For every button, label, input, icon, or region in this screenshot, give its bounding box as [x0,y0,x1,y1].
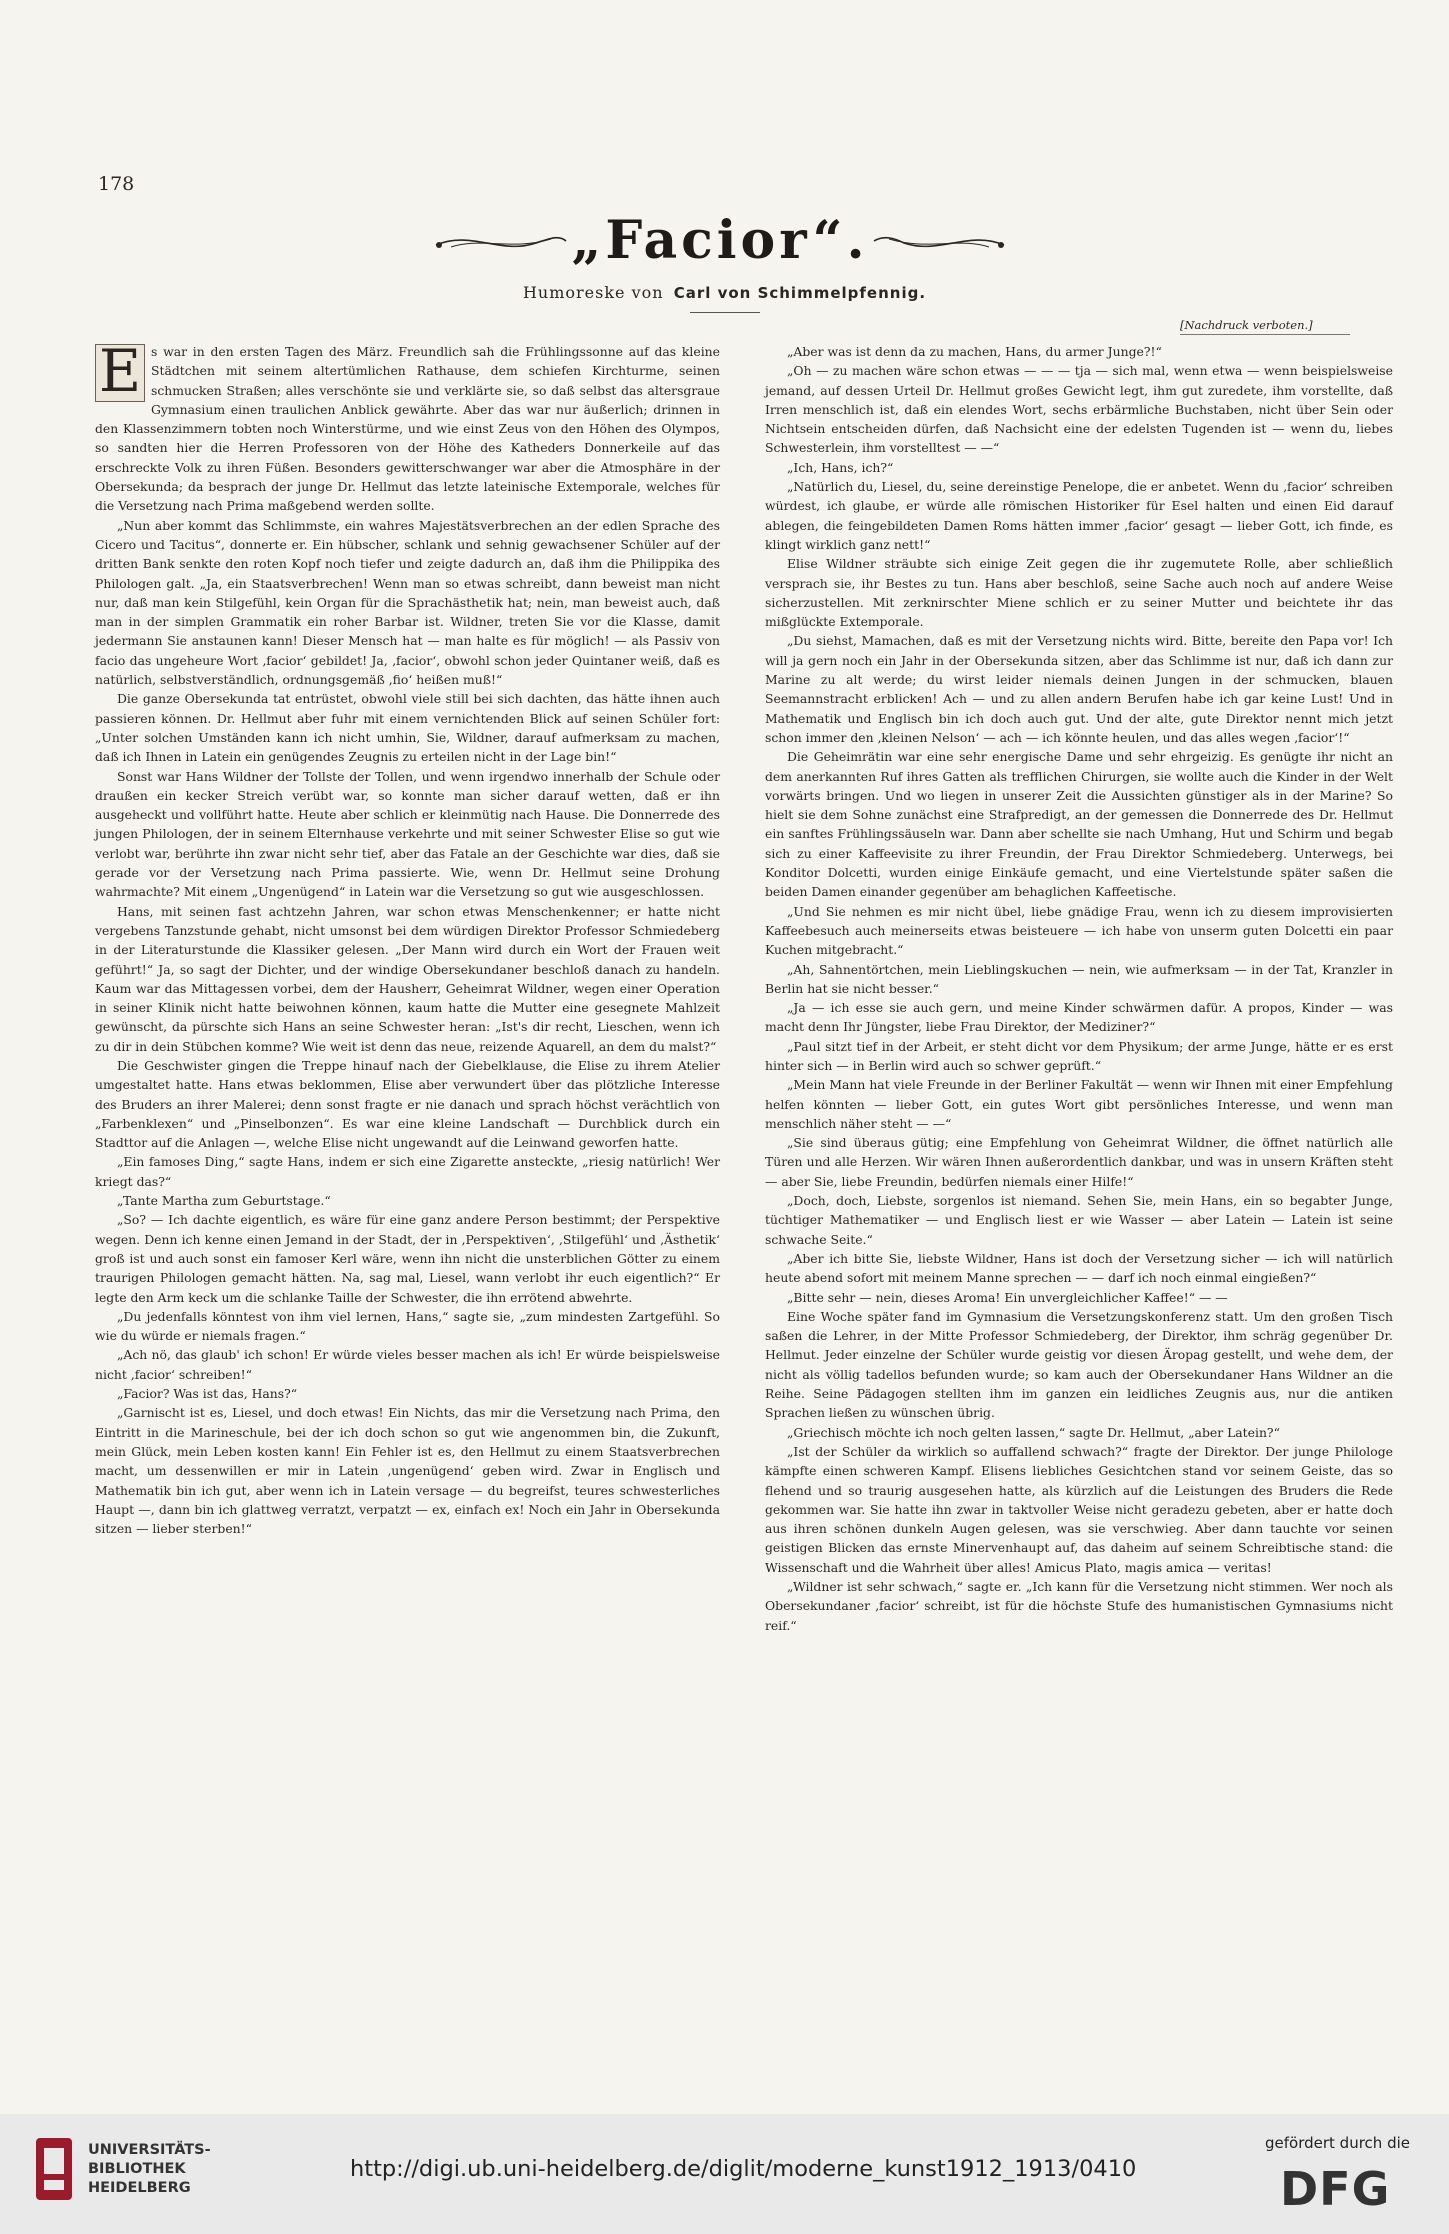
paragraph: „So? — Ich dachte eigentlich, es wäre für eine ganz andere Person bestimmt; der Perspektive wegen. Denn ich kenne einen Jemand in der Stadt, der in ‚Perspektiven‘, ‚Stilgefühl‘ und ‚Ästhetik‘ groß ist und auch sonst ein famoser Kerl wäre, wenn ihn nicht die unsterblichen Götter zu einem traurigen Philologen gemacht hätten. Na, sag mal, Liesel, wann verlobt ihr euch eigentlich?“ Er legte den Arm keck um die schlanke Taille der Schwester, die ihn errötend abwehrte. [95,1212,720,1305]
paragraph: „Ich, Hans, ich?“ [787,459,894,475]
paragraph: Eine Woche später fand im Gymnasium die Versetzungskonferenz statt. Um den großen Tisch saßen die Lehrer, in der Mitte Professor Schmiedeberg, der Direktor, ihm schräg gegenüber Dr. Hellmut. Jeder einzelne der Schüler wurde geistig vor diesen Äropag gestellt, und wehe dem, der nicht als völlig tadellos befunden wurde; so kam auch der Obersekundaner Hans Wildner an die Reihe. Seine Pädagogen stellten ihm im ganzen ein leidliches Zeugnis aus, nur die antiken Sprachen ließen zu wünschen übrig. [765,1308,1393,1421]
dfg-logo: DFG [1280,2162,1391,2216]
page-number: 178 [98,173,135,195]
paragraph: „Aber ich bitte Sie, liebste Wildner, Hans ist doch der Versetzung sicher — ich will natürlich heute abend sofort mit meinem Manne sprechen — — darf ich noch einmal eingießen?“ [765,1250,1393,1286]
paragraph: „Natürlich du, Liesel, du, seine dereinstige Penelope, die er anbetet. Wenn du ‚facior‘ schreiben würdest, ich glaube, er würde alle römischen Historiker für Esel halten und einen Eid darauf ablegen, die feingebildeten Damen Roms hätten immer ‚facior‘ gesagt — lieber Gott, ich finde, es klingt wirklich ganz nett!“ [765,479,1393,552]
paragraph: „Du siehst, Mamachen, daß es mit der Versetzung nichts wird. Bitte, bereite den Papa vor! Ich will ja gern noch ein Jahr in der Obersekunda sitzen, aber das Schlimme ist nur, daß ich dann zur Marine zu alt werde; du wirst leider niemals deinen Jungen in der schmucken, blauen Seemannstracht erblicken! Ach — und zu allen andern Berufen habe ich gar keine Lust! Und in Mathematik und Englisch bin ich doch auch gut. Und der alte, gute Direktor nennt mich jetzt schon immer den ‚kleinen Nelson‘ — ach — ich könnte heulen, und das alles wegen ‚facior‘!“ [765,633,1393,745]
paragraph: „Facior? Was ist das, Hans?“ [117,1386,298,1402]
paragraph: „Tante Martha zum Geburtstage.“ [117,1193,331,1209]
right-flourish-ornament [869,225,1009,255]
paragraph: Sonst war Hans Wildner der Tollste der Tollen, und wenn irgendwo innerhalb der Schule oder draußen ein kecker Streich verübt war, so konnte man sicher darauf wetten, daß er ihn ausgeheckt und vollführt hatte. Heute aber schlich er kleinmütig nach Hause. Die Donnerrede des jungen Philologen, der in seinem Elternhause verkehrte und mit seiner Schwester Elise so gut wie verlobt war, berührte ihn zwar nicht sehr tief, aber das Fatale an der Geschichte war dies, daß sie gerade vor der Versetzung nach Prima passierte. Wie, wenn Dr. Hellmut seine Drohung wahrmachte? Mit einem „Ungenügend“ in Latein war die Versetzung so gut wie ausgeschlossen. [95,768,720,900]
paragraph: „Bitte sehr — nein, dieses Aroma! Ein unvergleichlicher Kaffee!“ — — [787,1289,1228,1305]
paragraph: „Griechisch möchte ich noch gelten lassen,“ sagte Dr. Hellmut, „aber Latein?“ [787,1424,1280,1440]
left-text-column [95,337,720,1538]
paragraph: „Ja — ich esse sie auch gern, und meine Kinder schwärmen dafür. A propos, Kinder — was macht denn Ihr Jüngster, liebe Frau Direktor, der Mediziner?“ [765,1000,1393,1035]
left-flourish-ornament [431,225,571,255]
paragraph: Elise Wildner sträubte sich einige Zeit gegen die ihr zugemutete Rolle, aber schließlich versprach sie, ihr Bestes zu tun. Hans aber beschloß, seine Sache auch noch auf andere Weise sicherzustellen. Mit zerknirschter Miene schlich er zu seiner Mutter und beichtete ihr das mißglückte Extemporale. [765,556,1393,630]
paragraph: „Aber was ist denn da zu machen, Hans, du armer Junge?!“ [787,344,1162,359]
reprint-notice: [Nachdruck verboten.] [1180,318,1313,332]
paragraph: Die Geschwister gingen die Treppe hinauf nach der Giebelklause, die Elise zu ihrem Atelier umgestaltet hatte. Hans etwas beklommen, Elise aber verwundert über das plötzliche Interesse des Bruders an ihrer Malerei; denn sonst fragte er nie danach und sprach höchst verächtlich von „Farbenklexen“ und „Pinselbonzen“. Es war eine kleine Landschaft — Durchblick durch ein Stadttor auf die Anlagen —, welche Elise nicht ungewandt auf die Leinwand geworfen hatte. [95,1057,720,1151]
funded-by-label: gefördert durch die [1265,2134,1410,2152]
byline [0,283,1449,302]
paragraph: „Ach nö, das glaub' ich schon! Er würde vieles besser machen als ich! Er würde beispielsweise nicht ‚facior‘ schreiben!“ [95,1347,720,1382]
author-name: Carl von Schimmelpfennig. [673,284,927,302]
paragraph: „Oh — zu machen wäre schon etwas — — — tja — sich mal, wenn etwa — wenn beispielsweise jemand, auf dessen Urteil Dr. Hellmut großes Gewicht legt, ihm gut zuredete, ihm vorstellte, daß Irren menschlich ist, daß ein elendes Wort, sechs erbärmliche Buchstaben, nicht über Sein oder Nichtsein entscheiden dürfen, daß Nachsicht eine der edelsten Tugenden ist — wenn du, liebes Schwesterlein, ihm vorstelltest — —“ [765,363,1393,456]
paragraph: „Und Sie nehmen es mir nicht übel, liebe gnädige Frau, wenn ich zu diesem improvisierten Kaffeebesuch auch meinerseits etwas beisteuere — ich habe von unserm guten Dolcetti ein paar Kuchen mitgebracht.“ [765,903,1393,958]
paragraph: „Ah, Sahnentörtchen, mein Lieblingskuchen — nein, wie aufmerksam — in der Tat, Kranzler in Berlin hat sie nicht besser.“ [765,961,1393,996]
title-block [420,205,1020,275]
byline-prefix: Humoreske von [522,283,664,302]
drop-cap: E [95,344,145,402]
paragraph: Die ganze Obersekunda tat entrüstet, obwohl viele still bei sich dachten, das hätte ihnen auch passieren können. Dr. Hellmut aber fuhr mit einem vernichtenden Blick auf seinen Schüler fort: „Unter solchen Umständen kann ich nicht umhin, Sie, Wildner, darauf aufmerksam zu machen, daß ich Ihnen in Latein ein genügendes Zeugnis zu erteilen nicht in der Lage bin!“ [95,691,720,765]
title-divider [690,312,760,313]
reprint-underline [1180,334,1350,335]
paragraph: „Paul sitzt tief in der Arbeit, er steht dicht vor dem Physikum; der arme Junge, hätte er es erst hinter sich — in Berlin wird auch so schwer geprüft.“ [765,1038,1393,1073]
source-url-link[interactable]: http://digi.ub.uni-heidelberg.de/diglit/moderne_kunst1912_1913/0410 [350,2156,1137,2182]
right-text-column [765,342,1393,1635]
paragraph: „Doch, doch, Liebste, sorgenlos ist niemand. Sehen Sie, mein Hans, ein so begabter Junge, tüchtiger Mathematiker — und Englisch liest er wie Wasser — aber Latein — Latein ist seine schwache Seite.“ [765,1193,1393,1247]
paragraph: „Du jedenfalls könntest von ihm viel lernen, Hans,“ sagte sie, „zum mindesten Zartgefühl. So wie du würde er niemals fragen.“ [95,1308,720,1344]
paragraph: „Mein Mann hat viele Freunde in der Berliner Fakultät — wenn wir Ihnen mit einer Empfehlung helfen könnten — lieber Gott, ein gutes Wort gibt persönliches Interesse, und wenn man menschlich näher steht — —“ [765,1077,1393,1131]
paragraph: „Nun aber kommt das Schlimmste, ein wahres Majestätsverbrechen an der edlen Sprache des Cicero und Tacitus“, donnerte er. Ein hübscher, schlank und sehnig gewachsener Schüler auf der dritten Bank senkte den roten Kopf noch tiefer und zeigte dadurch an, daß ihm die Philippika des Philologen galt. „Ja, ein Staatsverbrechen! Wenn man so etwas schreibt, dann beweist man nicht nur, daß man kein Stilgefühl, kein Organ für die Sprachästhetik hat; nein, man beweist auch, daß man in der simplen Grammatik ein roher Barbar ist. Wildner, treten Sie vor die Klasse, damit jedermann Sie anstaunen kann! Dieser Mensch hat — man halte es für möglich! — als Passiv von facio das ungeheure Wort ‚facior‘ gebildet! Ja, ‚facior‘, obwohl schon jeder Quintaner weiß, daß es natürlich, selbstverständlich, ordnungsgemäß ‚fio‘ heißen muß!“ [95,517,720,688]
paragraph: „Ist der Schüler da wirklich so auffallend schwach?“ fragte der Direktor. Der junge Philologe kämpfte einen schweren Kampf. Elisens liebliches Gesichtchen stand vor seinem Geiste, das so flehend und so traurig ausgesehen hatte, als kürzlich auf die Leistungen des Bruders die Rede gekommen war. Sie hatte ihn zwar in taktvoller Weise nicht geradezu gebeten, aber er hatte doch aus ihren schönen dunkeln Augen gelesen, was sie verschwieg. Aber dann tauchte vor seinen geistigen Blicken das ernste Minervenhaupt auf, das daheim auf seinem Schreibtische stand: die Wissenschaft und die Wahrheit über alles! Amicus Plato, magis amica — veritas! [765,1443,1393,1575]
paragraph: „Sie sind überaus gütig; eine Empfehlung von Geheimrat Wildner, die öffnet natürlich alle Türen und alle Herzen. Wir wären Ihnen außerordentlich dankbar, und was in unsern Kräften steht — aber Sie, liebe Freundin, bedürfen niemals einer Hilfe!“ [765,1135,1393,1189]
paragraph: Hans, mit seinen fast achtzehn Jahren, war schon etwas Menschenkenner; er hatte nicht vergebens Tanzstunde gehabt, nicht umsonst bei dem würdigen Direktor Professor Schmiedeberg in der Literaturstunde die Klassiker gelesen. „Der Mann wird durch ein Wort der Frauen weit geführt!“ Ja, so sagt der Dichter, und der windige Obersekundaner beschloß danach zu handeln. Kaum war das Mittagessen vorbei, dem der Hausherr, Geheimrat Wildner, wegen einer Operation in seiner Klinik nicht hatte beiwohnen können, kaum hatte die Mutter eine gesegnete Mahlzeit gewünscht, da pürschte sich Hans an seine Schwester heran: „Ist's dir recht, Lieschen, wenn ich zu dir in dein Stübchen komme? Wie weit ist denn das neue, reizende Aquarell, an dem du malst?“ [95,903,720,1054]
university-seal-icon [30,2134,78,2204]
university-library-name: UNIVERSITÄTS- BIBLIOTHEK HEIDELBERG [88,2142,211,2196]
paragraph: „Wildner ist sehr schwach,“ sagte er. „Ich kann für die Versetzung nicht stimmen. Wer noch als Obersekundaner ‚facior‘ schreibt, ist für die höchste Stufe des humanistischen Gymnasiums nicht reif.“ [765,1579,1393,1633]
paragraph: „Ein famoses Ding,“ sagte Hans, indem er sich eine Zigarette ansteckte, „riesig natürlich! Wer kriegt das?“ [95,1154,720,1189]
article-title: „Facior“. [571,209,869,271]
paragraph: „Garnischt ist es, Liesel, und doch etwas! Ein Nichts, das mir die Versetzung nach Prima, den Eintritt in die Marineschule, bei der ich doch schon so gut wie angenommen bin, die Zukunft, mein Glück, mein Leben kosten kann! Ein Fehler ist es, den Hellmut zu einem Staatsverbrechen macht, um dessenwillen er mir in Latein ‚ungenügend‘ geben wird. Zwar in Englisch und Mathematik bin ich gut, aber wenn ich in Latein versage — du begreifst, teures schwesterliches Haupt —, dann bin ich glattweg verratzt, verpatzt — ex, einfach ex! Noch ein Jahr in Obersekunda sitzen — lieber sterben!“ [95,1405,720,1537]
paragraph: Die Geheimrätin war eine sehr energische Dame und sehr ehrgeizig. Es genügte ihr nicht an dem anerkannten Ruf ihres Gatten als trefflichen Chirurgen, sie wollte auch die Kinder in der Welt vorwärts bringen. Und wo liegen in unserer Zeit die Aussichten günstiger als in der Marine? So hielt sie dem Sohne zunächst eine Strafpredigt, an der gemessen die Donnerrede des Dr. Hellmut ein sanftes Frühlingssäuseln war. Dann aber schellte sie nach Umhang, Hut und Schirm und begab sich zu einer Kaffeevisite zu ihrer Freundin, der Frau Direktor Schmiedeberg. Unterwegs, bei Konditor Dolcetti, wurden einige Einkäufe gemacht, und eine Viertelstunde später saßen die beiden Damen einander gegenüber am behaglichen Kaffeetische. [765,749,1393,900]
library-footer [0,2114,1449,2234]
paragraph: E s war in den ersten Tagen des März. Freundlich sah die Frühlingssonne auf das kleine Städtchen mit seinem altertümlichen Rathause, dem schiefen Kirchturme, seinen schmucken Straßen; alles verschönte sie und verklärte sie, so daß selbst das altersgraue Gymnasium einen traulichen Anblick gewährte. Aber das war nur äußerlich; drinnen in den Klassenzimmern tobten noch Winterstürme, und wie einst Zeus von den Höhen des Olympos, so sandten hier die Herren Professoren von der Höhe des Katheders Donnerkeile auf das erschreckte Volk zu ihren Füßen. Besonders gewitterschwanger war aber die Atmosphäre in der Obersekunda; da besprach der junge Dr. Hellmut das letzte lateinische Extemporale, welches für die Versetzung nach Prima maßgebend werden sollte. [95,337,720,514]
